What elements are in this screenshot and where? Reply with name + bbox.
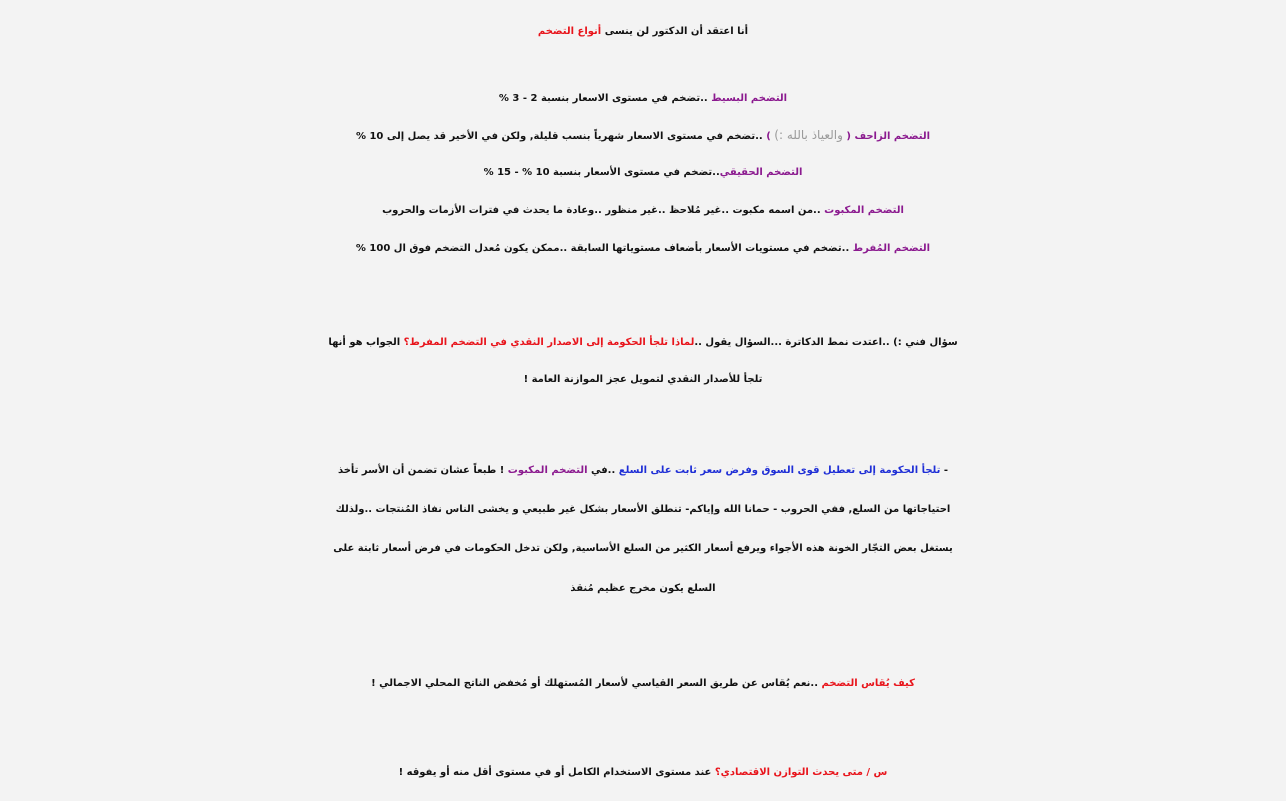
question1-answer-end: تلجأ للأصدار النقدي لتمويل عجز الموازنة العامة ! — [523, 374, 763, 385]
question3-label: س / متى يحدث التوازن الاقتصادي؟ — [714, 767, 888, 778]
paragraph-text: احتياجاتها من السلع, ففي الحروب - حمانا الله وإياكم- تنطلق الأسعار بشكل غير طبيعي و يخشى الناس نفاذ المُنتجات ..ولذلك — [335, 504, 951, 515]
paragraph-line4 — [0, 574, 1286, 604]
question3-line — [0, 758, 1286, 788]
paragraph-text: يستغل بعض التجّار الخونة هذه الأجواء ويرفع أسعار الكثير من السلع الأساسية, ولكن تدخل الحكومات في فرض أسعار ثابتة على — [333, 543, 953, 554]
question1-question: لماذا تلجأ الحكومة إلى الاصدار النقدي في التضخم المفرط؟ — [403, 337, 695, 348]
paragraph-term: التضخم المكبوت — [507, 465, 588, 476]
question1-line1 — [0, 328, 1286, 358]
paragraph-line1 — [0, 456, 1286, 486]
intro-line — [0, 17, 1286, 47]
question1-prefix: سؤال فني :) ..اعتدت نمط الدكاترة ...السؤال يقول .. — [694, 337, 958, 348]
question2-answer: ..نعم يُقاس عن طريق السعر القياسي لأسعار المُستهلك أو مُخفض الناتج المحلي الاجمالي ! — [371, 678, 822, 689]
type-desc: ..تضخم في مستوى الاسعار شهرياً بنسب قليلة, ولكن في الأخير قد يصل إلى 10 % — [355, 131, 763, 142]
type-term: التضخم المُفرط — [852, 243, 931, 254]
type-term: التضخم الزاحف — [854, 131, 931, 142]
question2-label: كيف يُقاس التضخم — [821, 678, 915, 689]
type-desc: ..تضخم في مستوى الأسعار بنسبة 10 % - 15 % — [483, 167, 720, 178]
paragraph-rest: ! طبعاً عشان تضمن أن الأسر تأخذ — [337, 465, 508, 476]
question1-line2 — [0, 365, 1286, 395]
type-real — [0, 158, 1286, 188]
type-hyper — [0, 234, 1286, 264]
paragraph-text: السلع يكون مخرج عظيم مُنقذ — [570, 583, 716, 594]
aside-note: والعياذ بالله :) — [774, 128, 843, 142]
paragraph-line2 — [0, 495, 1286, 525]
type-simple — [0, 84, 1286, 114]
question2-line — [0, 669, 1286, 699]
paragraph-line3 — [0, 534, 1286, 564]
type-suppressed — [0, 196, 1286, 226]
question1-answer-start: الجواب هو أنها — [328, 337, 404, 348]
paragraph-mid: ..في — [587, 465, 619, 476]
paragraph-dash: - — [940, 465, 949, 476]
type-desc: ..تضخم في مستوى الاسعار بنسبة 2 - 3 % — [498, 93, 712, 104]
paren-close: ) — [762, 131, 775, 142]
type-term: التضخم البسيط — [711, 93, 788, 104]
paragraph-highlight: تلجأ الحكومة إلى تعطيل قوى السوق وفرض سعر ثابت على السلع — [618, 465, 941, 476]
type-creeping — [0, 120, 1286, 150]
intro-highlight: أنواع التضخم — [537, 26, 602, 37]
paren-open: ( — [842, 131, 855, 142]
type-term: التضخم المكبوت — [824, 205, 904, 216]
type-desc: ..تضخم في مستويات الأسعار بأضعاف مستوياتها السابقة ..ممكن يكون مُعدل التضخم فوق ال 100 % — [355, 243, 853, 254]
intro-text: أنا اعتقد أن الدكتور لن ينسى — [601, 26, 749, 37]
question3-answer: عند مستوى الاستخدام الكامل أو في مستوى أقل منه أو يفوقه ! — [398, 767, 715, 778]
type-term: التضخم الحقيقي — [719, 167, 803, 178]
type-desc: ..من اسمه مكبوت ..غير مُلاحظ ..غير منظور ..وعادة ما يحدث في فترات الأزمات والحروب — [382, 205, 825, 216]
